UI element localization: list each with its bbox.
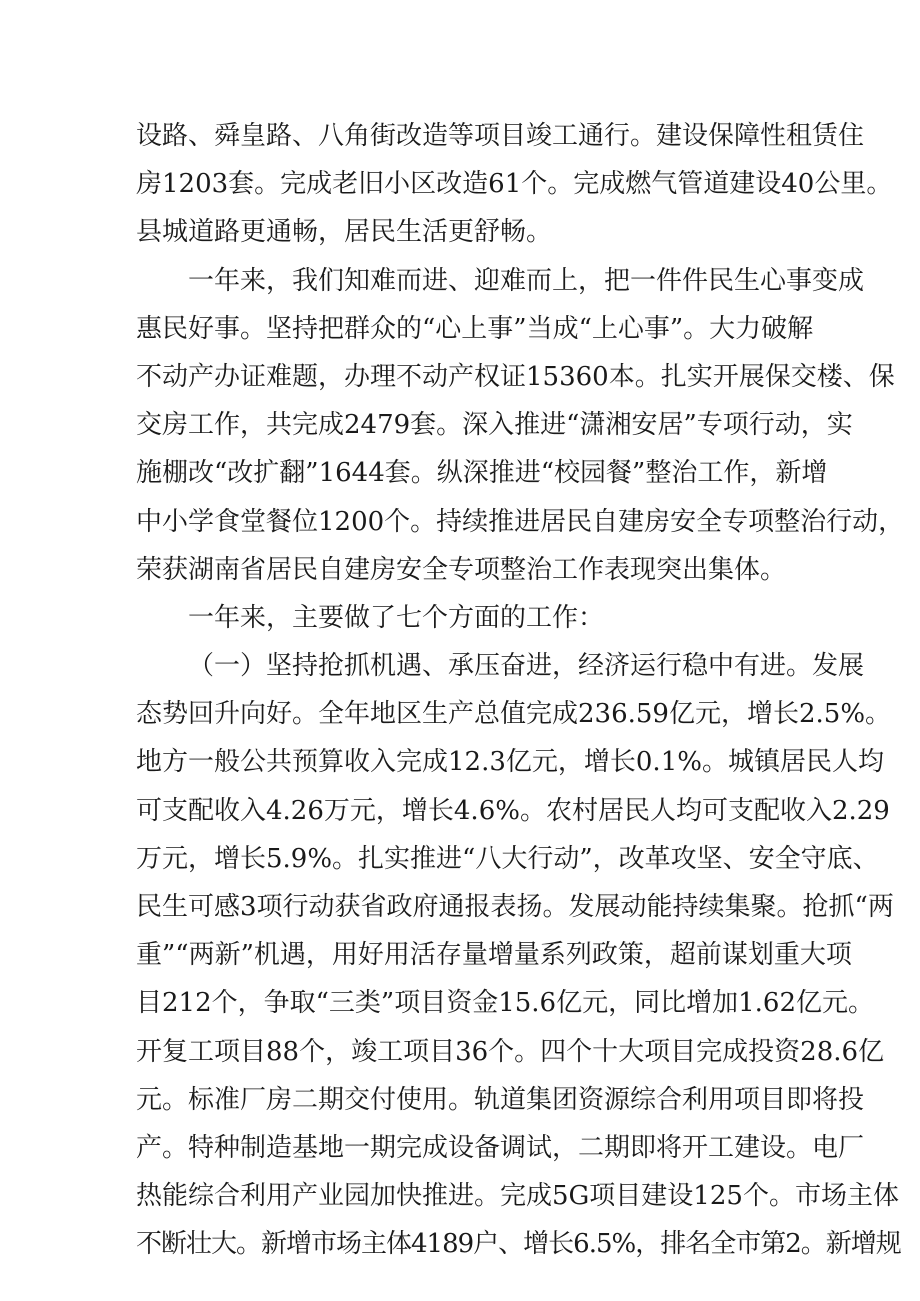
text-line: 开复工项目88个，竣工项目36个。四个十大项目完成投资28.6亿 [136, 1036, 885, 1067]
section-heading-line: （一）坚持抢抓机遇、承压奋进，经济运行稳中有进。发展 [188, 651, 865, 682]
text-line: 产。特种制造基地一期完成设备调试，二期即将开工建设。电厂 [136, 1132, 865, 1163]
text-line: 民生可感3项行动获省政府通报表扬。发展动能持续集聚。抢抓“两 [136, 892, 894, 922]
text-line: 可支配收入4.26万元，增长4.6%。农村居民人均可支配收入2.29 [136, 795, 890, 826]
text-line: 万元，增长5.9%。扎实推进“八大行动”，改革攻坚、安全守底、 [136, 843, 879, 874]
paragraph-first-line: 一年来，主要做了七个方面的工作： [188, 602, 605, 633]
text-line: 不断壮大。新增市场主体4189户、增长6.5%，排名全市第2。新增规 [136, 1229, 901, 1260]
text-line: 县城道路更通畅，居民生活更舒畅。 [136, 217, 553, 248]
text-line: 不动产办证难题，办理不动产权证15360本。扎实开展保交楼、保 [136, 361, 895, 392]
text-line: 地方一般公共预算收入完成12.3亿元，增长0.1%。城镇居民人均 [136, 747, 884, 778]
text-line: 中小学食堂餐位1200个。持续推进居民自建房安全专项整治行动， [136, 506, 905, 537]
text-line: 荣获湖南省居民自建房安全专项整治工作表现突出集体。 [136, 554, 787, 585]
text-line: 房1203套。完成老旧小区改造61个。完成燃气管道建设40公里。 [136, 169, 893, 200]
text-line: 态势回升向好。全年地区生产总值完成236.59亿元，增长2.5%。 [136, 699, 892, 730]
text-line: 交房工作，共完成2479套。深入推进“潇湘安居”专项行动，实 [136, 410, 853, 441]
text-line: 惠民好事。坚持把群众的“心上事”当成“上心事”。大力破解 [136, 313, 814, 344]
text-line: 元。标准厂房二期交付使用。轨道集团资源综合利用项目即将投 [136, 1084, 865, 1115]
paragraph-first-line: 一年来，我们知难而进、迎难而上，把一件件民生心事变成 [188, 265, 865, 296]
text-line: 施棚改“改扩翻”1644套。纵深推进“校园餐”整治工作，新增 [136, 458, 828, 489]
text-line: 目212个，争取“三类”项目资金15.6亿元，同比增加1.62亿元。 [136, 988, 874, 1019]
text-line: 重”“两新”机遇，用好用活存量增量系列政策，超前谋划重大项 [136, 940, 852, 971]
document-body [136, 112, 905, 1269]
text-line: 热能综合利用产业园加快推进。完成5G项目建设125个。市场主体 [136, 1181, 899, 1212]
text-line: 设路、舜皇路、八角街改造等项目竣工通行。建设保障性租赁住 [136, 121, 865, 151]
